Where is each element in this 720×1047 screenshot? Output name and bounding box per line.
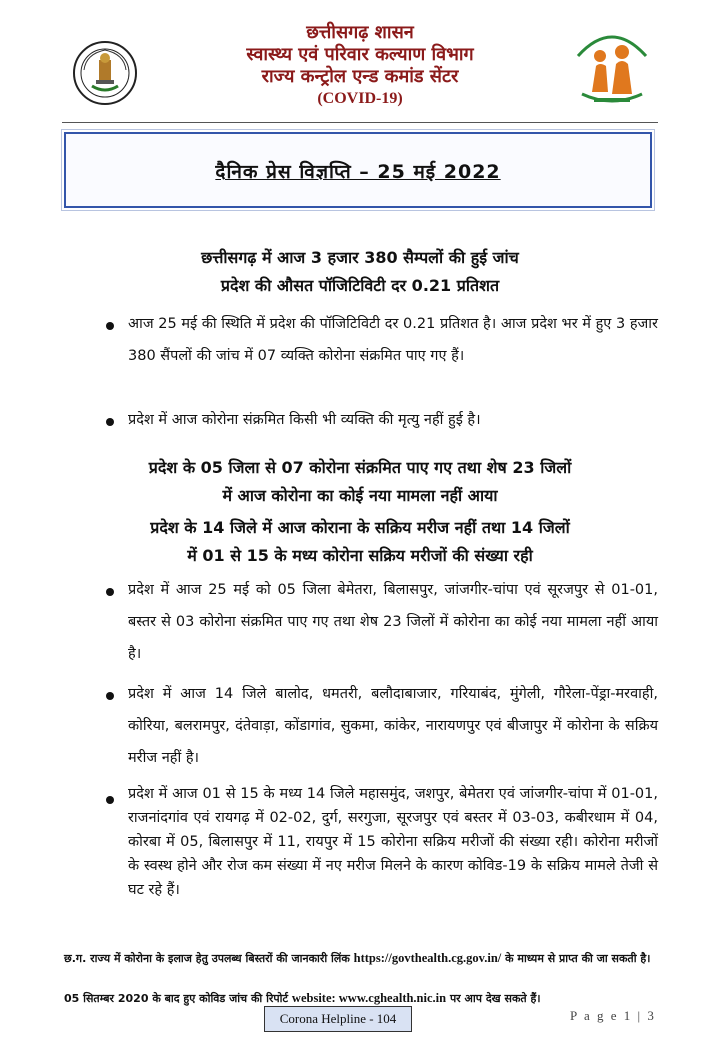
headline-active-cases bbox=[60, 514, 660, 570]
header-control-center: राज्य कन्ट्रोल एन्ड कमांड सेंटर bbox=[261, 66, 459, 87]
page-number: P a g e 1 | 3 bbox=[570, 1008, 656, 1023]
press-release-title-box bbox=[64, 132, 652, 208]
footer-beds-text: छ.ग. राज्य में कोरोना के इलाज हेतु उपलब्ध बिस्तरों की जानकारी लिंक bbox=[64, 952, 350, 965]
headline-samples-line2: प्रदेश की औसत पॉजिटिविटी दर 0.21 प्रतिशत bbox=[220, 276, 500, 295]
header-covid: (COVID-19) bbox=[317, 90, 403, 107]
report-website-link[interactable]: website: www.cghealth.nic.in bbox=[291, 991, 447, 1005]
footer-beds-text-end: के माध्यम से प्राप्त की जा सकती है। bbox=[505, 952, 651, 965]
swasth-chhattisgarh-logo-icon bbox=[572, 22, 652, 108]
bullet-marker bbox=[106, 588, 114, 596]
bullet-marker bbox=[106, 418, 114, 426]
headline-samples bbox=[60, 244, 660, 300]
headline-districts bbox=[60, 454, 660, 510]
headline-active-cases-line2: में 01 से 15 के मध्य कोरोना सक्रिय मरीजों की संख्या रही bbox=[187, 546, 533, 565]
bullet-no-deaths: प्रदेश में आज कोरोना संक्रमित किसी भी व्यक्ति की मृत्यु नहीं हुई है। bbox=[128, 412, 481, 428]
headline-districts-line2: में आज कोरोना का कोई नया मामला नहीं आया bbox=[222, 486, 498, 505]
bullet-new-cases-districts: प्रदेश में आज 25 मई को 05 जिला बेमेतरा, बिलासपुर, जांजगीर-चांपा एवं सूरजपुर से 01-01, बस्तर से 03 कोरोना संक्रमित पाए गए तथा शेष 23 जिलों में कोरोना का कोई नया मामला नहीं आया है। bbox=[128, 582, 658, 662]
bullet-no-active-districts: प्रदेश में आज 14 जिले बालोद, धमतरी, बलौदाबाजार, गरियाबंद, मुंगेली, गौरेला-पेंड्रा-मरवाही, कोरिया, बलरामपुर, दंतेवाड़ा, कोंडागांव, सुकमा, कांकेर, नारायणपुर एवं बीजापुर में कोरोना के सक्रिय मरीज नहीं है। bbox=[128, 686, 658, 766]
bullet-active-count-districts: प्रदेश में आज 01 से 15 के मध्य 14 जिले महासमुंद, जशपुर, बेमेतरा एवं जांजगीर-चांपा में 01-01, राजनांदगांव एवं रायगढ़ में 02-02, दुर्ग, सरगुजा, सूरजपुर एवं बस्तर में 03-03, कबीरधाम में 04, कोरबा में 05, बिलासपुर में 11, रायपुर में 15 कोरोना सक्रिय मरीजों की संख्या रही। कोरोना मरीजों के स्वस्थ होने और रोज कम संख्या में नए मरीज मिलने के कारण कोविड-19 के सक्रिय मामले तेजी से घट रहे हैं। bbox=[128, 786, 658, 898]
document-header bbox=[0, 0, 720, 120]
bullet-marker bbox=[106, 796, 114, 804]
headline-active-cases-line1: प्रदेश के 14 जिले में आज कोराना के सक्रिय मरीज नहीं तथा 14 जिलों bbox=[150, 518, 570, 537]
header-department: स्वास्थ्य एवं परिवार कल्याण विभाग bbox=[246, 44, 474, 65]
footer-report-text: 05 सितम्बर 2020 के बाद हुए कोविड जांच की रिपोर्ट bbox=[64, 992, 289, 1005]
bullet-marker bbox=[106, 692, 114, 700]
bullet-positivity-rate: आज 25 मई की स्थिति में प्रदेश की पॉजिटिविटी दर 0.21 प्रतिशत है। आज प्रदेश भर में हुए 3 हजार 380 सैंपलों की जांच में 07 व्यक्ति कोरोना संक्रमित पाए गए हैं। bbox=[128, 316, 658, 364]
helpline-box: Corona Helpline - 104 bbox=[264, 1006, 412, 1032]
headline-districts-line1: प्रदेश के 05 जिला से 07 कोरोना संक्रमित पाए गए तथा शेष 23 जिलों bbox=[148, 458, 572, 477]
headline-samples-line1: छत्तीसगढ़ में आज 3 हजार 380 सैम्पलों की हुई जांच bbox=[201, 248, 519, 267]
header-state-government: छत्तीसगढ़ शासन bbox=[306, 22, 414, 43]
cg-government-emblem-icon bbox=[72, 40, 138, 106]
header-divider bbox=[62, 122, 658, 123]
beds-info-link[interactable]: https://govthealth.cg.gov.in/ bbox=[353, 951, 502, 965]
header-titles bbox=[180, 22, 540, 110]
bullet-marker bbox=[106, 322, 114, 330]
footer-beds-note bbox=[64, 948, 664, 969]
press-release-title: दैनिक प्रेस विज्ञप्ति – 25 मई 2022 bbox=[215, 161, 501, 183]
footer-report-text-end: पर आप देख सकते हैं। bbox=[449, 992, 541, 1005]
